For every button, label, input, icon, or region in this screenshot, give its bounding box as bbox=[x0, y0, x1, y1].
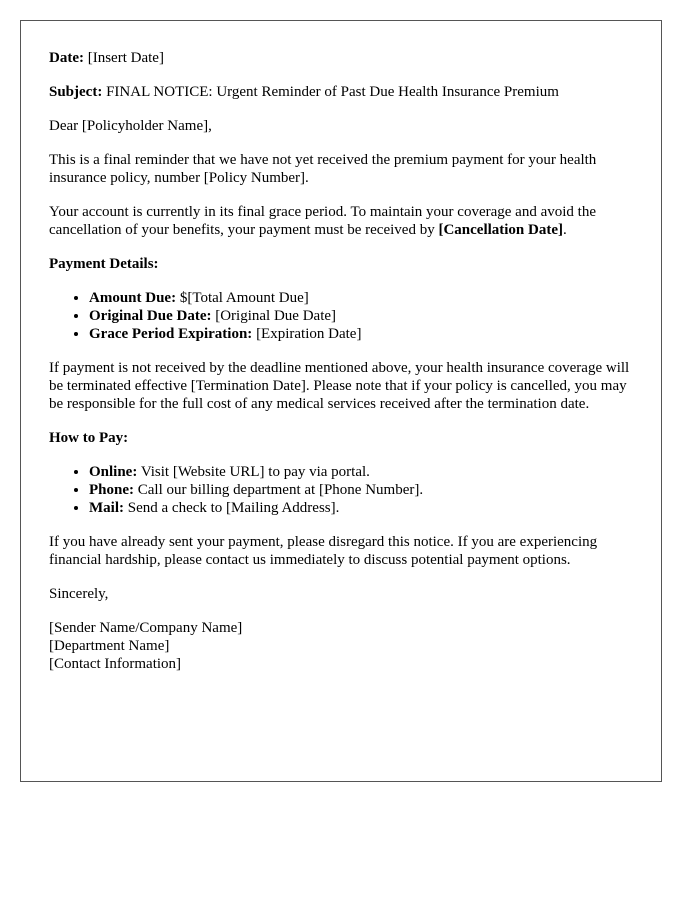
contact-information: [Contact Information] bbox=[49, 656, 182, 672]
how-to-pay-heading-text: How to Pay: bbox=[49, 430, 129, 446]
subject-label: Subject: bbox=[49, 84, 103, 100]
paragraph-grace-period bbox=[49, 203, 633, 239]
phone-label: Phone: bbox=[89, 482, 134, 498]
paragraph-final-reminder: This is a final reminder that we have not yet received the premium payment for your health insurance policy, number [Policy Number]. bbox=[49, 152, 597, 186]
original-due-date-value: [Original Due Date] bbox=[215, 308, 337, 324]
payment-details-heading-text: Payment Details: bbox=[49, 256, 159, 272]
mail-value: Send a check to [Mailing Address]. bbox=[127, 500, 340, 516]
phone-value: Call our billing department at [Phone Number]. bbox=[137, 482, 424, 498]
signature-block bbox=[49, 619, 633, 673]
subject-value: FINAL NOTICE: Urgent Reminder of Past Due Health Insurance Premium bbox=[106, 84, 559, 100]
mail-label: Mail: bbox=[89, 500, 124, 516]
paragraph-hardship: If you have already sent your payment, please disregard this notice. If you are experiencing financial hardship, please contact us immediately to discuss potential payment options. bbox=[49, 534, 598, 568]
cancellation-date: [Cancellation Date] bbox=[438, 222, 564, 238]
list-item bbox=[89, 481, 633, 499]
closing: Sincerely, bbox=[49, 586, 109, 602]
date-value: [Insert Date] bbox=[87, 50, 164, 66]
amount-due-label: Amount Due: bbox=[89, 290, 177, 306]
how-to-pay-heading bbox=[49, 429, 633, 447]
paragraph-termination: If payment is not received by the deadline mentioned above, your health insurance coverage will be terminated effective [Termination Date]. Please note that if your policy is cancelled, you may be responsible for the full cost of any medical services received after the termination date. bbox=[49, 360, 630, 412]
how-to-pay-list bbox=[49, 463, 633, 517]
subject-line bbox=[49, 83, 633, 101]
grace-period-text: Your account is currently in its final grace period. To maintain your coverage and avoid the cancellation of your benefits, your payment must be received by bbox=[49, 204, 596, 238]
list-item bbox=[89, 289, 633, 307]
payment-details-heading bbox=[49, 255, 633, 273]
grace-period-end: . bbox=[563, 222, 567, 238]
letter bbox=[20, 20, 662, 782]
salutation: Dear [Policyholder Name], bbox=[49, 118, 212, 134]
payment-details-list bbox=[49, 289, 633, 343]
grace-period-expiration-value: [Expiration Date] bbox=[256, 326, 362, 342]
list-item bbox=[89, 499, 633, 517]
list-item bbox=[89, 325, 633, 343]
online-value: Visit [Website URL] to pay via portal. bbox=[140, 464, 370, 480]
sender-name: [Sender Name/Company Name] bbox=[49, 620, 243, 636]
department-name: [Department Name] bbox=[49, 638, 170, 654]
date-line bbox=[49, 49, 633, 67]
date-label: Date: bbox=[49, 50, 84, 66]
online-label: Online: bbox=[89, 464, 138, 480]
list-item bbox=[89, 463, 633, 481]
amount-due-value: $[Total Amount Due] bbox=[179, 290, 309, 306]
list-item bbox=[89, 307, 633, 325]
original-due-date-label: Original Due Date: bbox=[89, 308, 212, 324]
grace-period-expiration-label: Grace Period Expiration: bbox=[89, 326, 253, 342]
